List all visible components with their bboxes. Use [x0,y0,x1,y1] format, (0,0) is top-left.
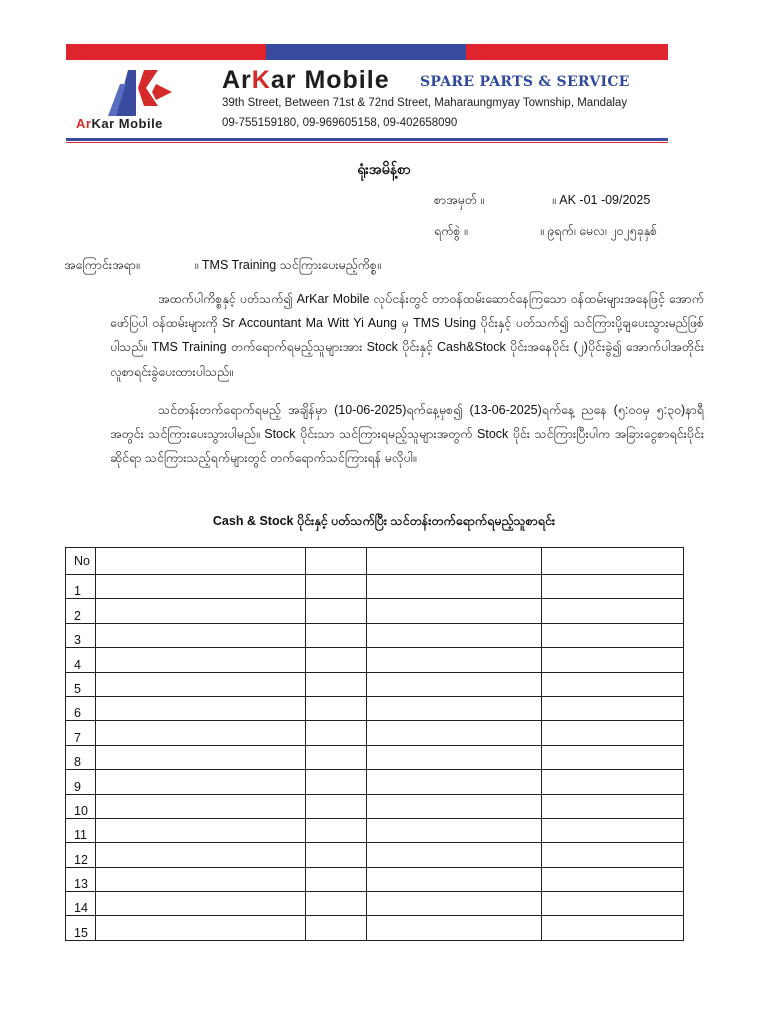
table-title: Cash & Stock ပိုင်းနှင့် ပတ်သက်ပြီး သင်တန်းတက်ရောက်ရမည့်သူစာရင်း [212,514,556,528]
empty-cell [96,916,306,940]
date-value: ။ ၉ရက်၊ မေလ၊ ၂၀၂၅ခုနှစ် [540,224,658,238]
empty-cell [542,599,684,623]
empty-cell [96,623,306,647]
empty-cell [542,648,684,672]
empty-cell [96,892,306,916]
row-number: 6 [66,696,96,720]
table-row [66,575,684,599]
empty-cell [542,721,684,745]
table-row [66,696,684,720]
company-phones: 09-755159180, 09-969605158, 09-402658090 [222,117,458,129]
row-number: 12 [66,843,96,867]
paragraph-1-text: အထက်ပါကိစ္စနှင့် ပတ်သက်၍ ArKar Mobile လုပ်ငန်းတွင် တာဝန်ထမ်းဆောင်နေကြသော ဝန်ထမ်းများအနေဖြင့် အောက်ဖော်ပြပါ ဝန်ထမ်းများကို Sr Accountant Ma Witt Yi Aung မှ TMS Using ပိုင်းနှင့် ပတ်သက်၍ သင်ကြားပို့ချပေးသွားမည်ဖြစ်ပါသည်။ TMS Training တက်ရောက်ရမည့်သူများအား Stock ပိုင်းနှင့် Cash&Stock ပိုင်းအနေပိုင်း (၂)ပိုင်းခွဲ၍ အောက်ပါအတိုင်းလူစာရင်းခွဲပေးထားပါသည်။ [110,292,704,379]
row-number: 8 [66,745,96,769]
row-number: 2 [66,599,96,623]
empty-cell [306,696,367,720]
paragraph-2 [110,398,704,471]
empty-cell [367,745,542,769]
empty-cell [542,770,684,794]
row-number: 5 [66,672,96,696]
row-number: 11 [66,818,96,842]
row-number: 1 [66,575,96,599]
row-number: 10 [66,794,96,818]
date-label: ရက်စွဲ ။ [434,224,468,238]
table-row [66,916,684,940]
logo-caption-prefix: Ar [76,116,92,131]
empty-cell [96,696,306,720]
empty-cell [367,672,542,696]
table-row [66,867,684,891]
table-row [66,745,684,769]
empty-cell [367,575,542,599]
header-rule-red [66,142,668,143]
empty-cell [96,648,306,672]
empty-cell [96,843,306,867]
empty-cell [306,770,367,794]
empty-cell [367,721,542,745]
empty-cell [542,672,684,696]
header-band-red-right [466,44,668,60]
row-number: 3 [66,623,96,647]
empty-cell [306,599,367,623]
empty-cell [542,916,684,940]
empty-cell [306,818,367,842]
table-row [66,672,684,696]
empty-cell [96,575,306,599]
empty-cell [367,818,542,842]
empty-cell [96,599,306,623]
empty-cell [542,696,684,720]
empty-cell [542,745,684,769]
brand-name [222,66,390,95]
empty-cell [542,843,684,867]
brand-prefix: Ar [222,66,252,94]
row-number: 9 [66,770,96,794]
empty-cell [96,745,306,769]
empty-cell [542,818,684,842]
header-rule-blue [66,138,668,141]
empty-cell [542,892,684,916]
ref-label: စာအမှတ် ။ [434,193,485,207]
brand-rest: ar Mobile [270,66,390,94]
header-cell [367,548,542,575]
header-no: No [66,548,96,575]
empty-cell [367,599,542,623]
header-cell [306,548,367,575]
empty-cell [306,867,367,891]
empty-cell [306,916,367,940]
empty-cell [306,648,367,672]
empty-cell [306,843,367,867]
table-header-row [66,548,684,575]
empty-cell [367,696,542,720]
empty-cell [306,575,367,599]
logo-caption [76,116,163,131]
empty-cell [367,892,542,916]
table-row [66,770,684,794]
table-row [66,648,684,672]
subject-line [64,258,381,276]
empty-cell [306,623,367,647]
header-cell [542,548,684,575]
document-title: ရုံးအမိန့်စာ [357,161,411,177]
empty-cell [542,575,684,599]
subject-value: ။ TMS Training သင်ကြားပေးမည့်ကိစ္စ။ [194,258,381,272]
row-number: 15 [66,916,96,940]
paragraph-2-text: သင်တန်းတက်ရောက်ရမည့် အချိန်မှာ (10-06-2025)ရက်နေ့မှစ၍ (13-06-2025)ရက်နေ့ ညနေ (၅:၀၀မှ ၅:၃၀)နာရီအတွင်း သင်ကြားပေးသွားပါမည်။ Stock ပိုင်းသာ သင်ကြားရမည့်သူများအတွက် Stock ပိုင်း သင်ကြားပြီးပါက အခြားငွေစာရင်းပိုင်းဆိုင်ရာ သင်ကြားသည့်ရက်များတွင် တက်ရောက်သင်ကြားရန် မလိုပါ။ [110,403,704,466]
empty-cell [96,672,306,696]
empty-cell [96,818,306,842]
company-address: 39th Street, Between 71st & 72nd Street, Maharaungmyay Township, Mandalay [222,97,628,109]
empty-cell [367,770,542,794]
row-number: 7 [66,721,96,745]
empty-cell [367,867,542,891]
ref-value: ။ AK -01 -09/2025 [552,193,651,207]
empty-cell [96,721,306,745]
empty-cell [542,794,684,818]
table-row [66,843,684,867]
empty-cell [306,672,367,696]
empty-cell [306,721,367,745]
paragraph-1 [110,287,704,384]
empty-cell [542,623,684,647]
table-row [66,892,684,916]
company-logo-icon [106,66,176,118]
empty-cell [367,916,542,940]
empty-cell [306,892,367,916]
row-number: 14 [66,892,96,916]
empty-cell [306,794,367,818]
header-cell [96,548,306,575]
subject-label: အကြောင်းအရာ။ [64,258,140,272]
table-row [66,794,684,818]
empty-cell [96,794,306,818]
empty-cell [96,770,306,794]
brand-k: K [251,66,271,94]
empty-cell [367,843,542,867]
empty-cell [367,623,542,647]
table-row [66,721,684,745]
header-band-red-left [66,44,266,60]
header-band-blue [266,44,466,60]
table-row [66,818,684,842]
empty-cell [367,648,542,672]
tagline: SPARE PARTS & SERVICE [420,74,630,90]
logo-caption-rest: Kar Mobile [91,116,163,131]
row-number: 4 [66,648,96,672]
empty-cell [367,794,542,818]
table-row [66,623,684,647]
empty-cell [542,867,684,891]
row-number: 13 [66,867,96,891]
empty-cell [96,867,306,891]
empty-cell [306,745,367,769]
attendee-table [65,547,684,941]
table-row [66,599,684,623]
